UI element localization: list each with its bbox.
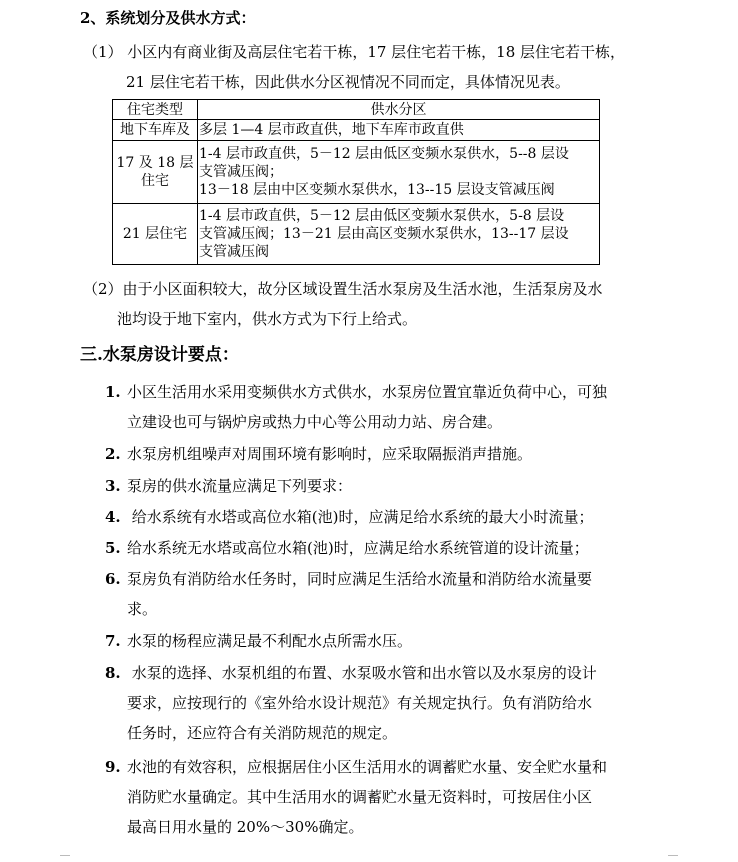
row-desc-line: 多层 1—4 层市政直供，地下车库市政直供 — [199, 122, 464, 138]
section-2-heading — [80, 8, 255, 28]
row-type-cell — [113, 204, 198, 265]
list-item-text: 消防贮水量确定。其中生活用水的调蓄贮水量无资料时，可按居住小区 — [127, 788, 593, 806]
row-type-cell — [113, 141, 198, 204]
water-supply-zone-table — [112, 99, 600, 265]
list-item-number: 5. — [105, 539, 121, 557]
row-desc-line: 支管减压阀；13－21 层由高区变频水泵供水，13--17 层设 — [199, 226, 569, 242]
row-type-text: 住宅 — [141, 173, 169, 189]
list-item-number: 3. — [105, 477, 121, 495]
row-type-text: 地下车库及 — [120, 122, 190, 138]
page-corner-mark — [60, 855, 70, 856]
table-row — [113, 204, 600, 265]
header-supply-zone: 供水分区 — [198, 100, 600, 120]
list-item-number: 7. — [105, 632, 121, 650]
row-desc-line: 1-4 层市政直供，5－12 层由低区变频水泵供水，5-8 层设 — [199, 208, 565, 224]
list-item-text: 小区生活用水采用变频供水方式供水，水泵房位置宜靠近负荷中心，可独 — [127, 383, 608, 401]
list-item-text: 泵房的供水流量应满足下列要求： — [127, 477, 353, 495]
list-item-text: 最高日用水量的 20%～30%确定。 — [127, 818, 364, 836]
table-row — [113, 141, 600, 204]
row-desc-line: 13－18 层由中区变频水泵供水，13--15 层设支管减压阀 — [199, 182, 555, 198]
row-desc-cell — [198, 141, 600, 204]
list-item-text: 水泵的杨程应满足最不利配水点所需水压。 — [127, 632, 413, 650]
list-item-text: 泵房负有消防给水任务时，同时应满足生活给水流量和消防给水流量要 — [127, 570, 593, 588]
row-type-text: 21 层住宅 — [122, 226, 188, 242]
row-desc-cell — [198, 120, 600, 141]
row-desc-line: 1-4 层市政直供，5－12 层由低区变频水泵供水，5--8 层设 — [199, 146, 569, 162]
table-header-row — [113, 100, 600, 120]
page-corner-mark — [668, 855, 678, 856]
list-item-number: 1. — [105, 383, 121, 401]
header-residence-type: 住宅类型 — [113, 100, 198, 120]
table-row — [113, 120, 600, 141]
list-item-text: 任务时，还应符合有关消防规范的规定。 — [127, 724, 398, 742]
list-item-text: 要求，应按现行的《室外给水设计规范》有关规定执行。负有消防给水 — [127, 694, 593, 712]
list-item-text: 水泵的选择、水泵机组的布置、水泵吸水管和出水管以及水泵房的设计 — [127, 664, 597, 682]
list-item-number: 6. — [105, 570, 121, 588]
section-3-heading: 三.水泵房设计要点： — [80, 345, 239, 365]
list-item-text: 给水系统无水塔或高位水箱(池)时，应满足给水系统管道的设计流量； — [127, 539, 589, 557]
list-item-number: 4. — [105, 508, 121, 526]
section-2-heading-text: 2、系统划分及供水方式： — [80, 9, 256, 27]
paragraph-1-line-1: （1） 小区内有商业街及高层住宅若干栋，17 层住宅若干栋，18 层住宅若干栋， — [83, 43, 626, 61]
row-desc-line: 支管减压阀； — [199, 164, 283, 180]
list-item-text: 给水系统有水塔或高位水箱(池)时，应满足给水系统的最大小时流量； — [127, 508, 594, 526]
row-desc-line: 支管减压阀 — [199, 244, 269, 260]
row-type-text: 17 及 18 层 — [116, 155, 194, 171]
list-item-text: 立建设也可与锅炉房或热力中心等公用动力站、房合建。 — [127, 413, 503, 431]
list-item-text: 水池的有效容积，应根据居住小区生活用水的调蓄贮水量、安全贮水量和 — [127, 758, 608, 776]
list-item-text: 求。 — [127, 600, 158, 618]
row-desc-cell — [198, 204, 600, 265]
paragraph-2-line-2: 池均设于地下室内，供水方式为下行上给式。 — [117, 310, 418, 328]
list-item-text: 水泵房机组噪声对周围环境有影响时，应采取隔振消声措施。 — [127, 445, 533, 463]
paragraph-1-line-2: 21 层住宅若干栋，因此供水分区视情况不同而定，具体情况见表。 — [126, 73, 570, 91]
list-item-number: 8. — [105, 664, 121, 682]
list-item-number: 9. — [105, 758, 121, 776]
list-item-number: 2. — [105, 445, 121, 463]
paragraph-2-line-1: （2）由于小区面积较大，故分区域设置生活水泵房及生活水池，生活泵房及水 — [83, 280, 603, 298]
row-type-cell — [113, 120, 198, 141]
